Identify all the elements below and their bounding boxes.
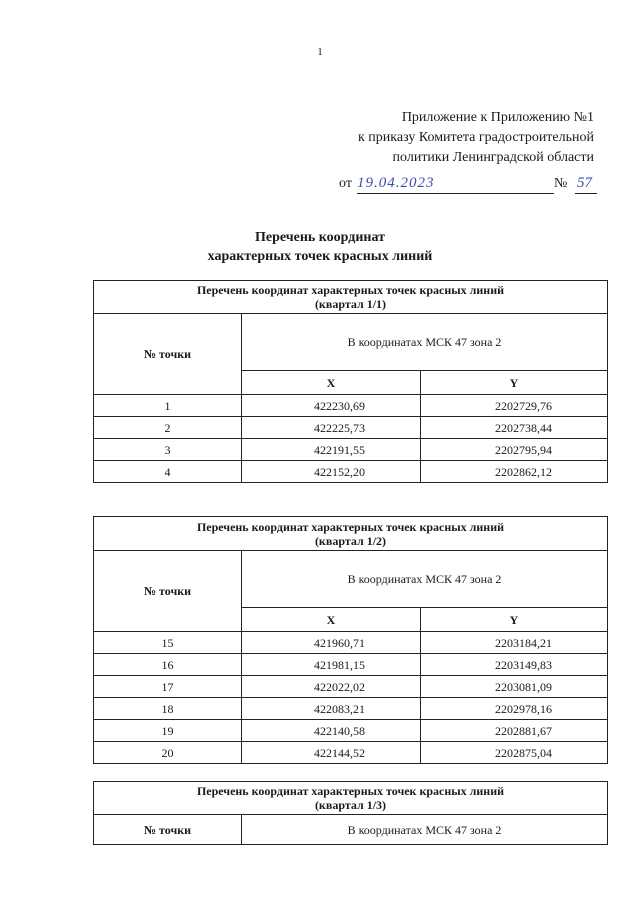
table-title-line-2: (квартал 1/3) (314, 798, 387, 812)
order-date: 19.04.2023 (357, 175, 435, 191)
point-number: 15 (94, 632, 242, 654)
x-header: X (242, 608, 421, 632)
point-number-header: № точки (94, 815, 242, 845)
annex-line-2: к приказу Комитета градостроительной (358, 130, 594, 145)
coordinate-system-header: В координатах МСК 47 зона 2 (242, 815, 608, 845)
table-row (94, 417, 608, 439)
order-number: 57 (577, 175, 592, 191)
point-number: 4 (94, 461, 242, 483)
y-value: 2202881,67 (421, 720, 608, 742)
x-value: 422083,21 (242, 698, 421, 720)
point-number: 16 (94, 654, 242, 676)
point-number: 17 (94, 676, 242, 698)
table-title (94, 782, 608, 815)
document-title-line-2: характерных точек красных линий (207, 249, 433, 264)
point-number: 20 (94, 742, 242, 764)
table-title-line-2: (квартал 1/2) (314, 533, 387, 548)
table-title-line-1: Перечень координат характерных точек красных линий (196, 519, 505, 534)
document-title-line-1: Перечень координат (254, 230, 386, 245)
y-value: 2203149,83 (421, 654, 608, 676)
table-title (94, 517, 608, 551)
table-row (94, 720, 608, 742)
x-value: 421960,71 (242, 632, 421, 654)
table-row (94, 676, 608, 698)
annex-line-3: политики Ленинградской области (392, 150, 594, 165)
annex-line-1: Приложение к Приложению №1 (401, 110, 594, 125)
table-row (94, 698, 608, 720)
document-title (0, 228, 640, 266)
x-value: 421981,15 (242, 654, 421, 676)
point-number: 1 (94, 395, 242, 417)
order-number-label: № (554, 176, 568, 191)
order-line (339, 176, 597, 196)
y-value: 2203184,21 (421, 632, 608, 654)
coordinates-table-2 (93, 516, 608, 764)
table-title-line-1: Перечень координат характерных точек красных линий (196, 784, 505, 798)
coordinate-system-header: В координатах МСК 47 зона 2 (242, 314, 608, 371)
page-number: 1 (317, 46, 323, 58)
coordinate-system-header: В координатах МСК 47 зона 2 (242, 551, 608, 608)
y-value: 2202729,76 (421, 395, 608, 417)
x-value: 422144,52 (242, 742, 421, 764)
table-row (94, 461, 608, 483)
y-value: 2202978,16 (421, 698, 608, 720)
x-value: 422022,02 (242, 676, 421, 698)
point-number: 19 (94, 720, 242, 742)
table-row (94, 654, 608, 676)
y-value: 2202862,12 (421, 461, 608, 483)
y-value: 2202738,44 (421, 417, 608, 439)
table-row (94, 742, 608, 764)
point-number: 2 (94, 417, 242, 439)
y-value: 2202875,04 (421, 742, 608, 764)
x-value: 422152,20 (242, 461, 421, 483)
point-number: 3 (94, 439, 242, 461)
table-title (94, 281, 608, 314)
point-number-header: № точки (94, 551, 242, 632)
order-from-label: от (339, 176, 352, 191)
table-title-line-2: (квартал 1/1) (314, 297, 387, 311)
y-header: Y (421, 371, 608, 395)
y-header: Y (421, 608, 608, 632)
x-value: 422230,69 (242, 395, 421, 417)
coordinates-table-1 (93, 280, 608, 483)
x-value: 422140,58 (242, 720, 421, 742)
y-value: 2202795,94 (421, 439, 608, 461)
table-title-line-1: Перечень координат характерных точек красных линий (196, 283, 505, 297)
x-header: X (242, 371, 421, 395)
coordinates-table-3 (93, 781, 608, 845)
table-row (94, 439, 608, 461)
annex-header (358, 108, 594, 168)
point-number: 18 (94, 698, 242, 720)
point-number-header: № точки (94, 314, 242, 395)
table-row (94, 632, 608, 654)
x-value: 422191,55 (242, 439, 421, 461)
x-value: 422225,73 (242, 417, 421, 439)
y-value: 2203081,09 (421, 676, 608, 698)
table-row (94, 395, 608, 417)
